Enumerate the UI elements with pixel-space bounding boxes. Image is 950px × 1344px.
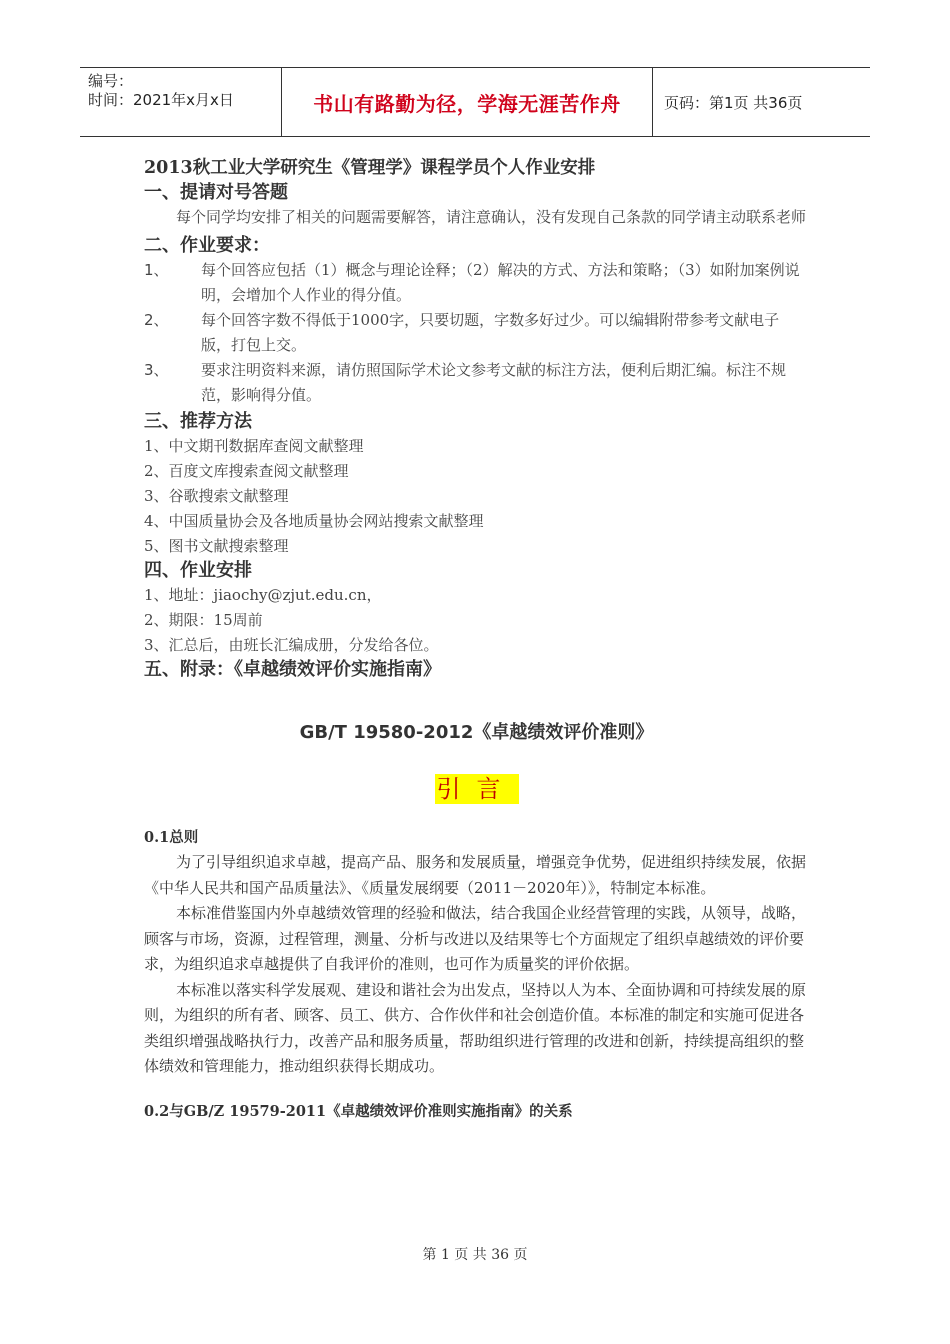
body-paragraph: 本标准以落实科学发展观、建设和谐社会为出发点，坚持以人为本、全面协调和可持续发展的原则，为组织的所有者、顾客、员工、供方、合作伙伴和社会创造价值。本标准的制定和实施可促进各类组织增强战略执行力，改善产品和服务质量，帮助组织进行管理的改进和创新，持续提高组织的整体绩效和管理能力，推动组织获得长期成功。 — [144, 980, 807, 1075]
method-item: 5、图书文献搜索整理 — [144, 537, 289, 555]
section3-heading: 三、推荐方法 — [144, 411, 252, 432]
method-item: 2、百度文库搜索查阅文献整理 — [144, 462, 349, 480]
section5-heading: 五、附录：《卓越绩效评价实施指南》 — [144, 659, 441, 680]
method-item: 4、中国质量协会及各地质量协会网站搜索文献整理 — [144, 512, 484, 530]
arrangement-item: 1、地址：jiaochy@zjut.edu.cn， — [144, 586, 382, 604]
requirement-item — [144, 308, 809, 358]
header-center-cell — [281, 68, 653, 136]
requirement-text: 要求注明资料来源，请仿照国际学术论文参考文献的标注方法，便利后期汇编。标注不规范，影响得分值。 — [201, 361, 787, 404]
method-item: 1、中文期刊数据库查阅文献整理 — [144, 437, 364, 455]
section4-heading: 四、作业安排 — [144, 560, 252, 581]
arrangement-item: 2、期限：15周前 — [144, 611, 263, 629]
body-paragraph: 本标准借鉴国内外卓越绩效管理的经验和做法，结合我国企业经营管理的实践，从领导，战略，顾客与市场，资源，过程管理，测量、分析与改进以及结果等七个方面规定了组织卓越绩效的评价要求，为组织追求卓越提供了自我评价的准则，也可作为质量奖的评价依据。 — [144, 904, 807, 973]
header-right-cell — [654, 68, 870, 136]
header-left-cell — [80, 68, 280, 136]
subsection-heading: 0.2与GB/Z 19579-2011《卓越绩效评价准则实施指南》的关系 — [144, 1102, 573, 1120]
main-content — [144, 155, 809, 1124]
introduction-heading: 引言 — [436, 775, 517, 803]
doc-title: 2013秋工业大学研究生《管理学》课程学员个人作业安排 — [144, 158, 596, 178]
requirement-number: 3、 — [144, 361, 169, 379]
requirement-item — [144, 258, 809, 308]
motto-text: 书山有路勤为径，学海无涯苦作舟 — [313, 91, 621, 116]
page-info: 页码：第1页 共36页 — [664, 93, 803, 112]
time-label: 时间：2021年x月x日 — [88, 91, 234, 109]
code-label: 编号： — [88, 72, 134, 90]
introduction-heading-wrap — [144, 774, 809, 814]
header-table — [80, 67, 870, 137]
method-item: 3、谷歌搜索文献整理 — [144, 487, 289, 505]
body-paragraph: 为了引导组织追求卓越，提高产品、服务和发展质量，增强竞争优势，促进组织持续发展，依据《中华人民共和国产品质量法》、《质量发展纲要（2011－2020年）》，特制定本标准。 — [144, 853, 807, 897]
requirement-number: 2、 — [144, 311, 169, 329]
requirement-text: 每个回答应包括（1）概念与理论诠释；（2）解决的方式、方法和策略；（3）如附加案例说明，会增加个人作业的得分值。 — [201, 261, 800, 304]
subsection-heading: 0.1总则 — [144, 829, 199, 846]
requirement-number: 1、 — [144, 261, 169, 279]
arrangement-item: 3、汇总后，由班长汇编成册，分发给各位。 — [144, 636, 439, 654]
section2-heading: 二、作业要求： — [144, 235, 270, 256]
page-footer: 第 1 页 共 36 页 — [422, 1247, 528, 1263]
requirement-item — [144, 358, 809, 408]
section1-text: 每个同学均安排了相关的问题需要解答，请注意确认，没有发现自己条款的同学请主动联系老师 — [176, 208, 807, 226]
section1-heading: 一、提请对号答题 — [144, 182, 288, 203]
requirement-text: 每个回答字数不得低于1000字，只要切题，字数多好过少。可以编辑附带参考文献电子版，打包上交。 — [201, 311, 780, 354]
standard-title: GB/T 19580-2012《卓越绩效评价准则》 — [299, 722, 654, 743]
